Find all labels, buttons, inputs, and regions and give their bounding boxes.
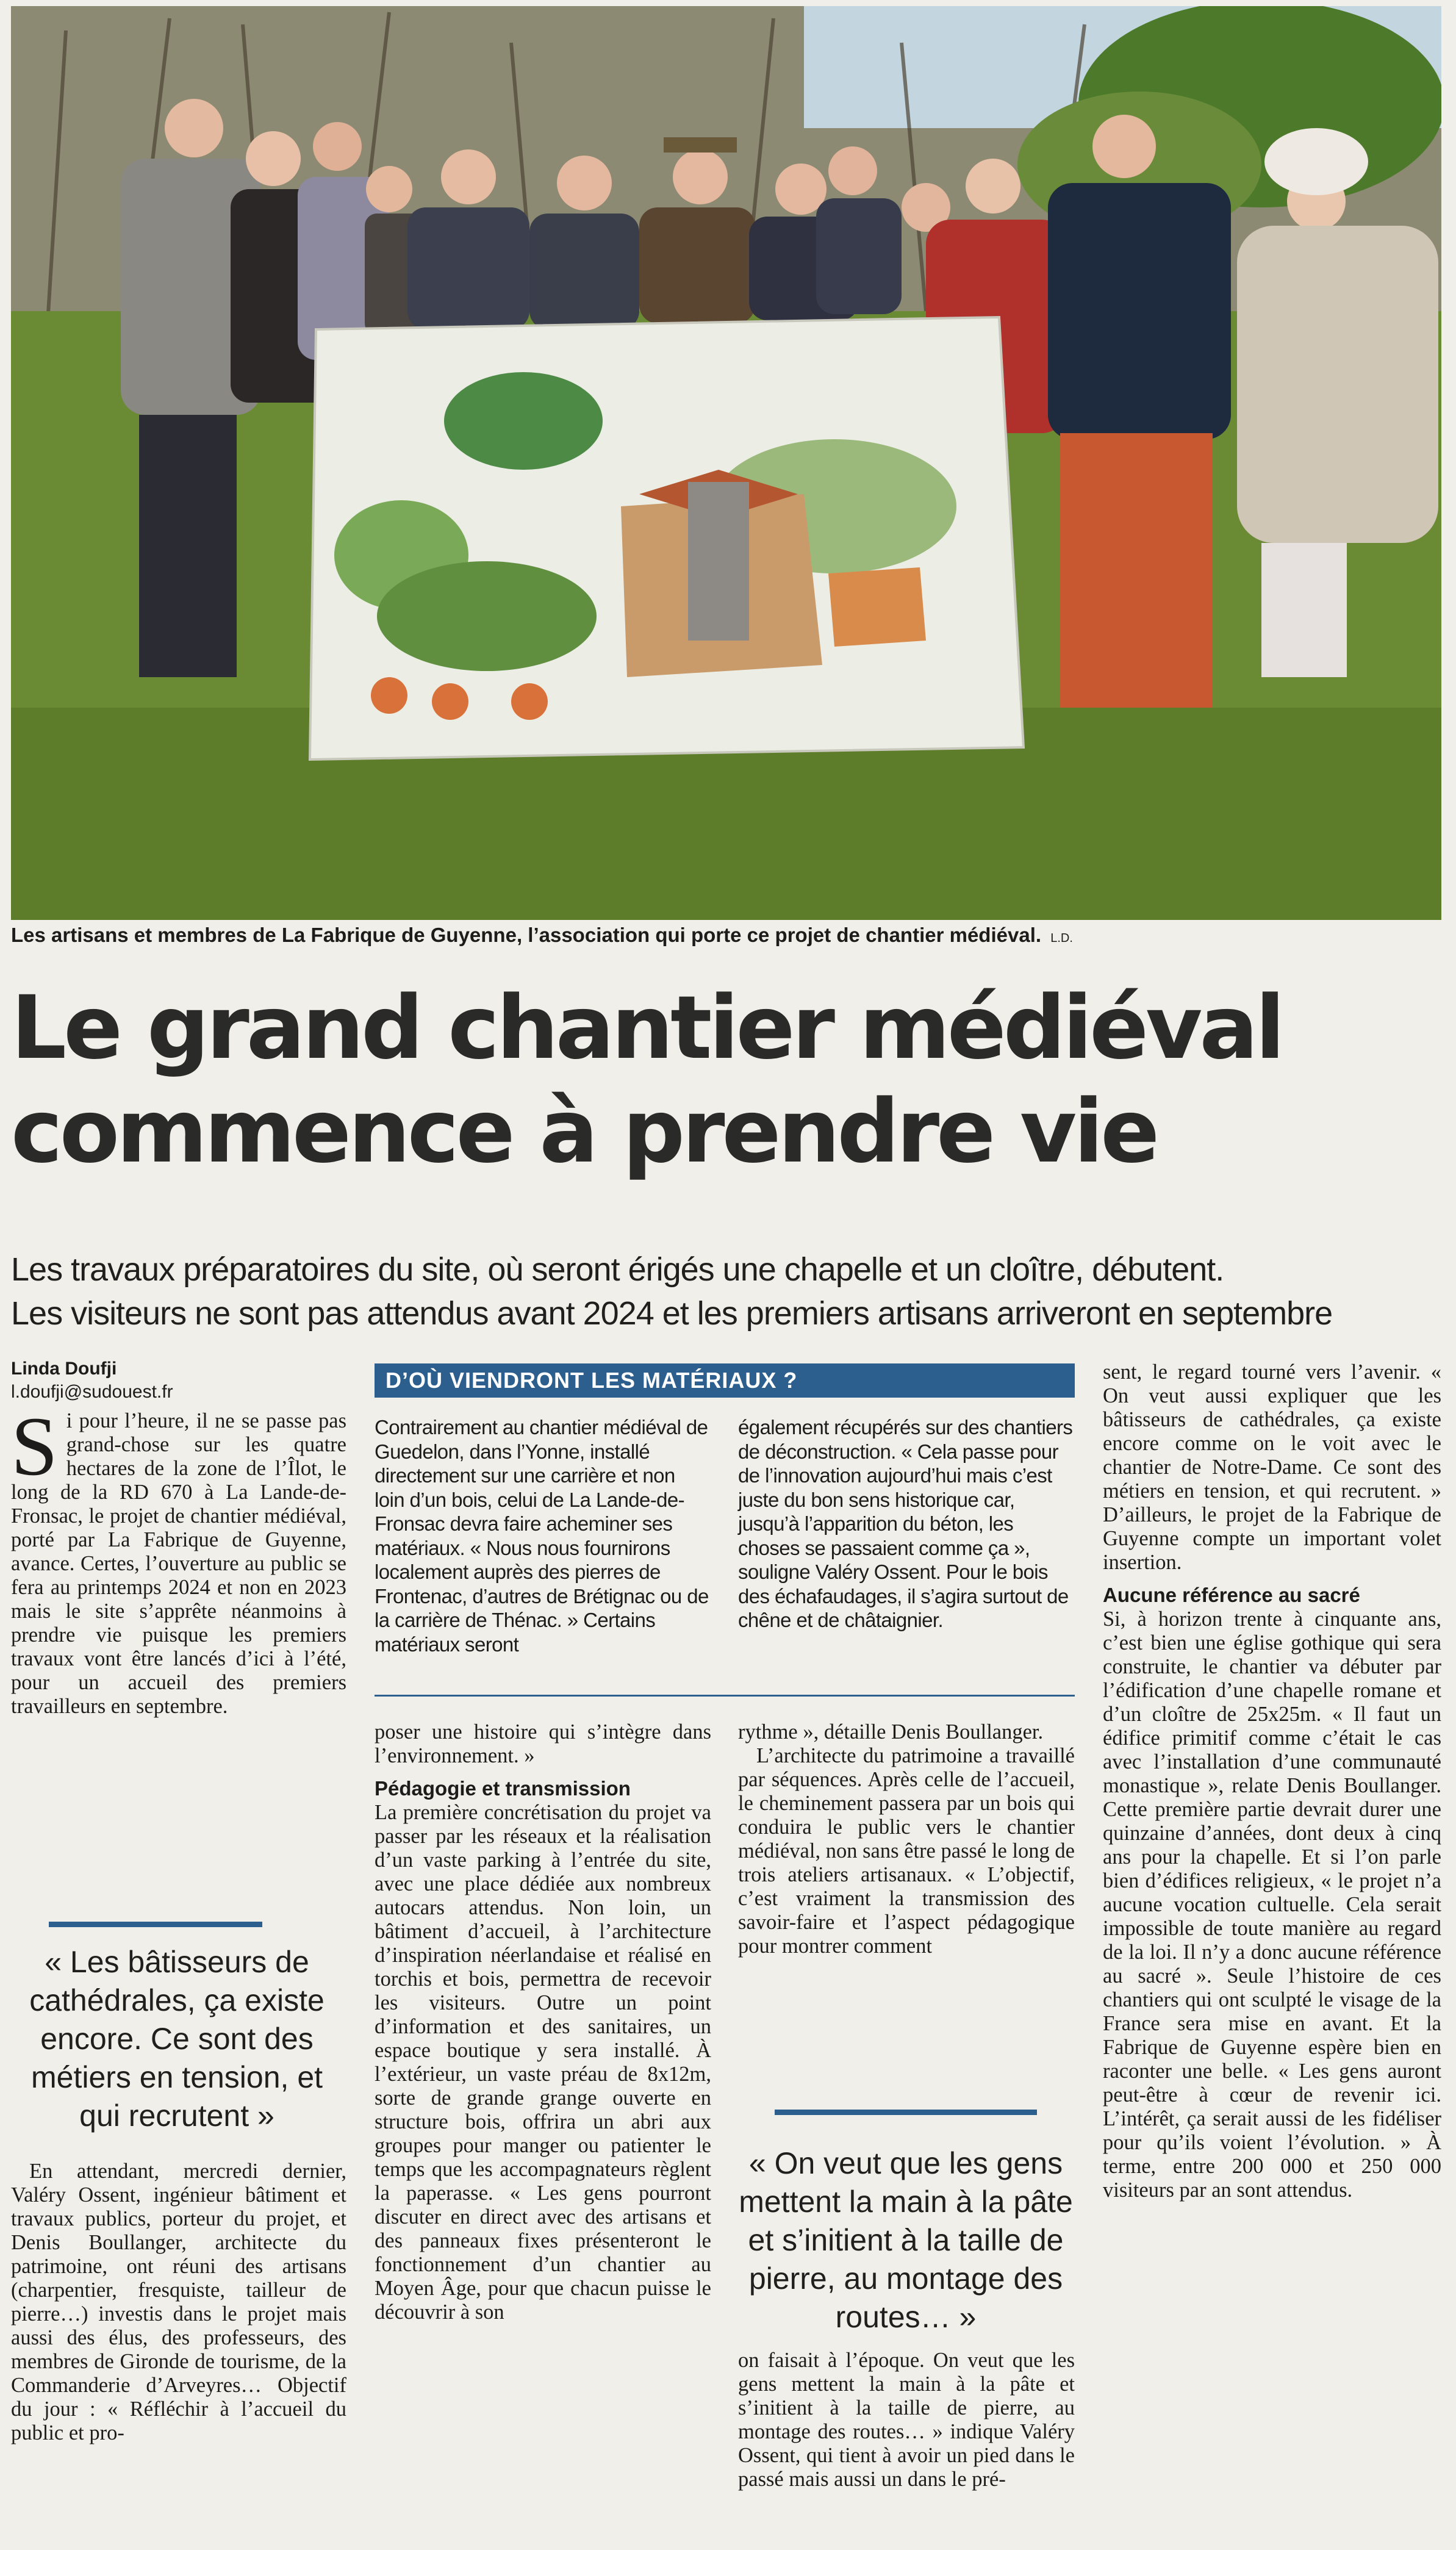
author-email[interactable]: l.doufji@sudouest.fr	[11, 1382, 173, 1402]
headline-line-1: Le grand chantier médiéval	[11, 977, 1282, 1079]
author-name: Linda Doufji	[11, 1359, 117, 1379]
standfirst-line-2: Les visiteurs ne sont pas attendus avant 2024 et les premiers artisans arriveront en septembre	[11, 1295, 1333, 1332]
article-column-3	[738, 1720, 1075, 1958]
byline	[11, 1357, 353, 1404]
headline	[11, 976, 1451, 1183]
headline-line-2: commence à prendre vie	[11, 1080, 1157, 1182]
caption-text: Les artisans et membres de La Fabrique de Guyenne, l’association qui porte ce projet de chantier médiéval.	[11, 924, 1042, 946]
article-column-3-continued	[738, 2349, 1075, 2491]
lead-paragraph: Si pour l’heure, il ne se passe pas grand-chose sur les quatre hectares de la zone de l’Îlot, le long de la RD 670 à La Lande-de-Fronsac, le projet de chantier médiéval, porté par La Fabrique de Guyenne, avance. Certes, l’ouverture au public se fera au printemps 2024 et non en 2023 mais le site s’apprête néanmoins à prendre vie puisque les premiers travaux vont être lancés d’ici à l’été, pour un accueil des premiers travailleurs en septembre.	[11, 1399, 346, 1718]
subhead-pedagogie: Pédagogie et transmission	[375, 1777, 631, 1800]
article-photo	[11, 6, 1441, 920]
photo-credit: L.D.	[1050, 932, 1073, 945]
article-column-1	[11, 1399, 346, 1719]
sidebar-box-bottom-rule	[375, 1695, 1075, 1697]
paragraph: En attendant, mercredi dernier, Valéry Ossent, ingénieur bâtiment et travaux publics, porteur du projet, et Denis Boullanger, architecte du patrimoine, ont réuni des artisans (charpentier, fresquiste, tailleur de pierre…) investis dans le projet mais aussi des élus, des professeurs, des membres de Gironde de tourisme, de la Commanderie d’Arveyres… Objectif du jour : « Réfléchir à l’accueil du public et pro-	[11, 2160, 346, 2444]
drop-cap: S	[11, 1399, 58, 1493]
paragraph: L’architecte du patrimoine a travaillé par séquences. Après celle de l’accueil, le cheminement passera par un bois qui conduira le public vers le chantier médiéval, non sans être passé le long de trois ateliers artisanaux. « L’objectif, c’est vraiment la transmission des savoir-faire et l’aspect pédagogique pour montrer comment	[738, 1744, 1075, 1958]
quote-rule	[49, 1922, 262, 1927]
paragraph: Si, à horizon trente à cinquante ans, c’est bien une église gothique qui sera construite, le chantier va débuter par l’édification d’une chapelle romane et d’un cloître de 25x25m. « Il faut un édifice primitif comme c’était le cas avec l’installation d’une communauté monastique », relate Denis Boullanger. Cette première partie devrait durer une quinzaine d’années, dont deux à cinq ans pour la chapelle. Et si l’on parle bien d’édifices religieux, « le projet n’a aucune vocation cultuelle. Cela serait impossible de toute manière au regard de la loi. Il n’y a donc aucune référence au sacré ». Seule l’histoire de ces chantiers qui ont sculpté le visage de la France sera mise en avant. Et la Fabrique de Guyenne espère bien en raconter une belle. « Les gens auront peut-être à cœur de revenir ici. L’intérêt, ça serait aussi de les fidéliser pour qu’ils voient l’évolution. » À terme, entre 200 000 et 250 000 visiteurs par an sont attendus.	[1103, 1607, 1441, 2202]
standfirst	[11, 1248, 1451, 1335]
standfirst-line-1: Les travaux préparatoires du site, où seront érigés une chapelle et un cloître, débutent.	[11, 1251, 1224, 1288]
paragraph: sent, le regard tourné vers l’avenir. « On veut aussi expliquer que les bâtisseurs de cathédrales, ça existe encore comme on le voit avec le chantier de Notre-Dame. Ce sont des métiers en tension, et qui recrutent. » D’ailleurs, le projet de la Fabrique de Guyenne compte un important volet insertion.	[1103, 1360, 1441, 1574]
pull-quote-1: « Les bâtisseurs de cathédrales, ça existe encore. Ce sont des métiers en tension, et qui recrutent »	[29, 1945, 325, 2133]
paragraph: poser une histoire qui s’intègre dans l’environnement. »	[375, 1720, 711, 1767]
article-column-4	[1103, 1360, 1441, 2202]
subhead-sacre: Aucune référence au sacré	[1103, 1584, 1360, 1606]
pull-quote-2: « On veut que les gens mettent la main à la pâte et s’initient à la taille de pierre, au montage des routes… »	[739, 2146, 1073, 2334]
paragraph: La première concrétisation du projet va passer par les réseaux et la réalisation d’un vaste parking à l’entrée du site, avec une place dédiée aux nombreux autocars attendus. Non loin, un bâtiment d’accueil, à l’architecture d’inspiration néerlandaise et réalisé en torchis et bois, permettra de recevoir les visiteurs. Outre un point d’information et des sanitaires, un espace boutique y sera installé. À l’extérieur, un vaste préau de 8x12m, sorte de grande grange ouverte en structure bois, offrira un abri aux groupes pour manger ou patienter le temps que les accompagnateurs règlent la paperasse. « Les gens pourront discuter en direct avec des artisans et des panneaux fixes présenteront le fonctionnement d’un chantier au Moyen Âge, pour que chacun puisse le découvrir à son	[375, 1801, 711, 2324]
paragraph: rythme », détaille Denis Boullanger.	[738, 1720, 1044, 1744]
quote-rule	[775, 2110, 1037, 2115]
photo-caption	[11, 924, 1441, 947]
sidebar-box-right: également récupérés sur des chantiers de déconstruction. « Cela passe pour de l’innovation aujourd’hui mais c’est juste du bon sens historique car, jusqu’à l’apparition du béton, les choses se passaient comme ça », souligne Valéry Ossent. Pour le bois des échafaudages, il s’agira surtout de chêne et de châtaignier.	[738, 1416, 1073, 1631]
group-photo-illustration	[11, 6, 1441, 920]
paragraph: on faisait à l’époque. On veut que les gens mettent la main à la pâte et s’initient à la taille de pierre, au montage des routes… » indique Valéry Ossent, qui tient à avoir un pied dans le passé mais aussi un dans le pré-	[738, 2349, 1075, 2491]
article-column-1-continued	[11, 2160, 346, 2445]
article-column-2	[375, 1720, 711, 2324]
sidebar-box-title: D’OÙ VIENDRONT LES MATÉRIAUX ?	[375, 1363, 1075, 1398]
sidebar-box-left: Contrairement au chantier médiéval de Guedelon, dans l’Yonne, installé directement sur une carrière et non loin d’un bois, celui de La Lande-de-Fronsac devra faire acheminer ses matériaux. « Nous nous fournirons localement auprès des pierres de Frontenac, d’autres de Brétignac ou de la carrière de Thénac. » Certains matériaux seront	[375, 1416, 709, 1656]
